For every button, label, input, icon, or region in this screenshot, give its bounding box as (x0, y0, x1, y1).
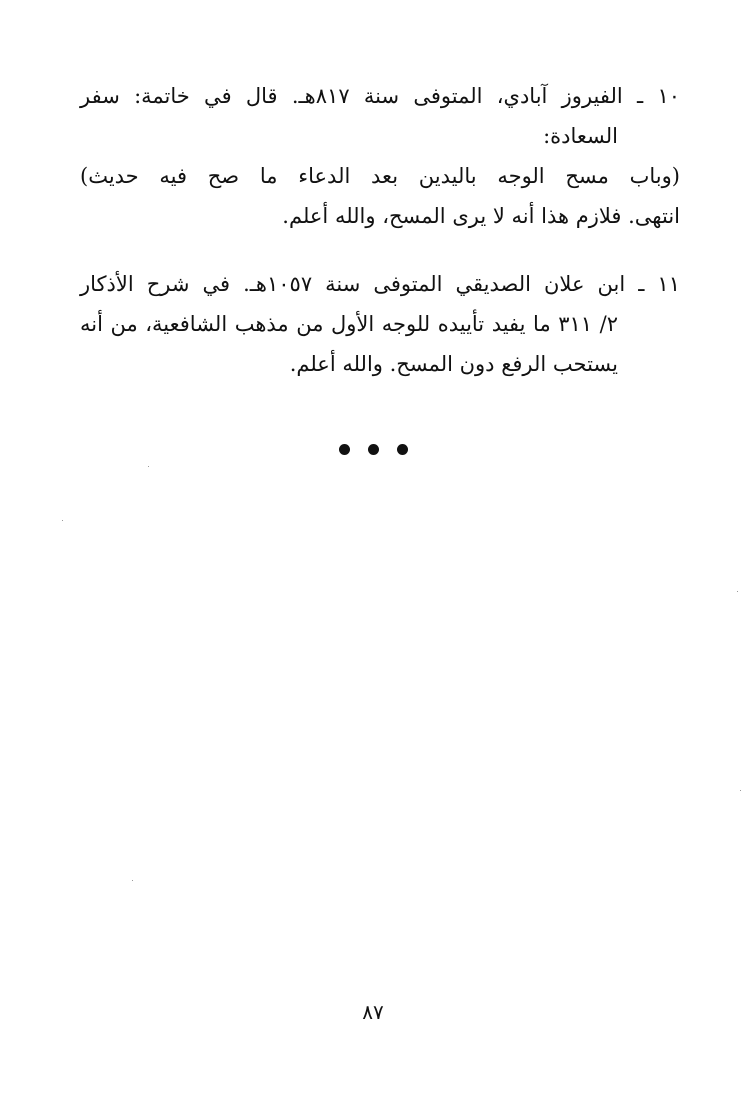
scan-speck (62, 520, 63, 521)
scan-speck (132, 880, 133, 881)
scan-speck (737, 591, 738, 592)
entry-line: ١٠ ـ الفيروز آبادي، المتوفى سنة ٨١٧هـ. قال في خاتمة: سفر (80, 84, 680, 108)
entry-11 (80, 270, 680, 390)
scan-speck (740, 790, 741, 791)
entry-10 (80, 82, 680, 242)
entry-line: ١١ ـ ابن علان الصديقي المتوفى سنة ١٠٥٧هـ. في شرح الأذكار (80, 272, 680, 296)
page-number: ٨٧ (362, 1000, 384, 1024)
scan-speck (148, 466, 149, 467)
section-divider (0, 440, 746, 459)
quoted-text-line: (وباب مسح الوجه باليدين بعد الدعاء ما صح فيه حديث) (80, 164, 680, 188)
entry-line: يستحب الرفع دون المسح. والله أعلم. (289, 352, 618, 376)
divider-dot (339, 444, 350, 455)
entry-line: ٢/ ٣١١ ما يفيد تأييده للوجه الأول من مذهب الشافعية، من أنه (80, 312, 618, 336)
entry-line: السعادة: (543, 124, 618, 148)
divider-dot (368, 444, 379, 455)
entry-line: انتهى. فلازم هذا أنه لا يرى المسح، والله أعلم. (282, 204, 680, 228)
divider-dot (397, 444, 408, 455)
